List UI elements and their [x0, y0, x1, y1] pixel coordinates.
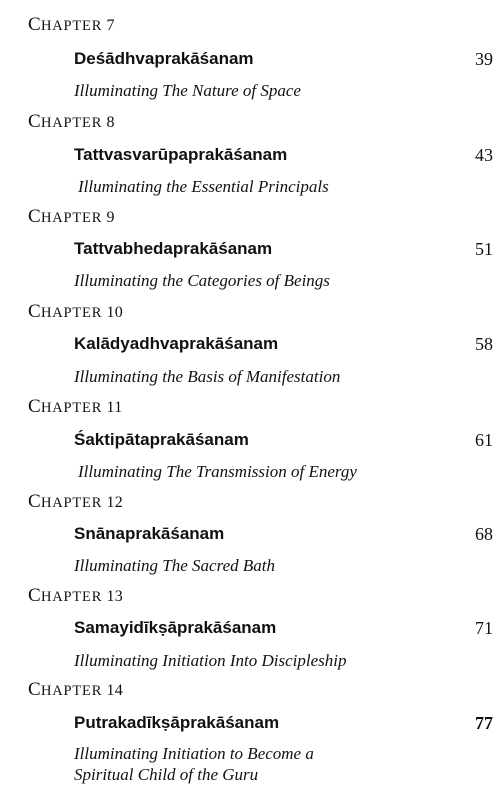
chapter-title-sanskrit: Kalādyadhvaprakāśanam — [74, 334, 279, 353]
page-number: 77 — [475, 713, 493, 733]
page-number: 58 — [475, 334, 493, 354]
chapter-label: CHAPTER 14 — [28, 679, 124, 700]
page-number: 71 — [475, 618, 493, 638]
chapter-title-english: Illuminating The Transmission of Energy — [78, 462, 357, 481]
page-number: 43 — [475, 145, 493, 165]
chapter-title-english-line2: Spiritual Child of the Guru — [74, 765, 259, 784]
chapter-title-sanskrit: Samayidīkṣāprakāśanam — [74, 618, 277, 637]
chapter-label: CHAPTER 11 — [28, 396, 123, 417]
chapter-label: CHAPTER 9 — [28, 206, 115, 227]
page-number: 68 — [475, 524, 493, 544]
chapter-label: CHAPTER 10 — [28, 301, 124, 322]
chapter-label: CHAPTER 12 — [28, 491, 124, 512]
chapter-title-sanskrit: Tattvabhedaprakāśanam — [74, 239, 273, 258]
chapter-label: CHAPTER 13 — [28, 585, 124, 606]
page-number: 39 — [475, 49, 493, 69]
chapter-title-sanskrit: Snānaprakāśanam — [74, 524, 225, 543]
chapter-label: CHAPTER 8 — [28, 111, 115, 132]
chapter-label: CHAPTER 7 — [28, 14, 115, 35]
chapter-title-sanskrit: Śaktipātaprakāśanam — [74, 430, 249, 449]
chapter-title-english: Illuminating The Nature of Space — [74, 81, 301, 100]
page-number: 61 — [475, 430, 493, 450]
chapter-title-sanskrit: Deśādhvaprakāśanam — [74, 49, 254, 68]
chapter-title-english: Illuminating the Basis of Manifestation — [74, 367, 341, 386]
page-number: 51 — [475, 239, 493, 259]
chapter-title-sanskrit: Putrakadīkṣāprakāśanam — [74, 713, 280, 732]
chapter-title-sanskrit: Tattvasvarūpaprakāśanam — [74, 145, 288, 164]
chapter-title-english: Illuminating The Sacred Bath — [74, 556, 275, 575]
chapter-title-english: Illuminating Initiation Into Discipleship — [74, 651, 347, 670]
chapter-title-english: Illuminating the Categories of Beings — [74, 271, 330, 290]
chapter-title-english-line1: Illuminating Initiation to Become a — [74, 744, 314, 763]
chapter-title-english: Illuminating the Essential Principals — [78, 177, 329, 196]
